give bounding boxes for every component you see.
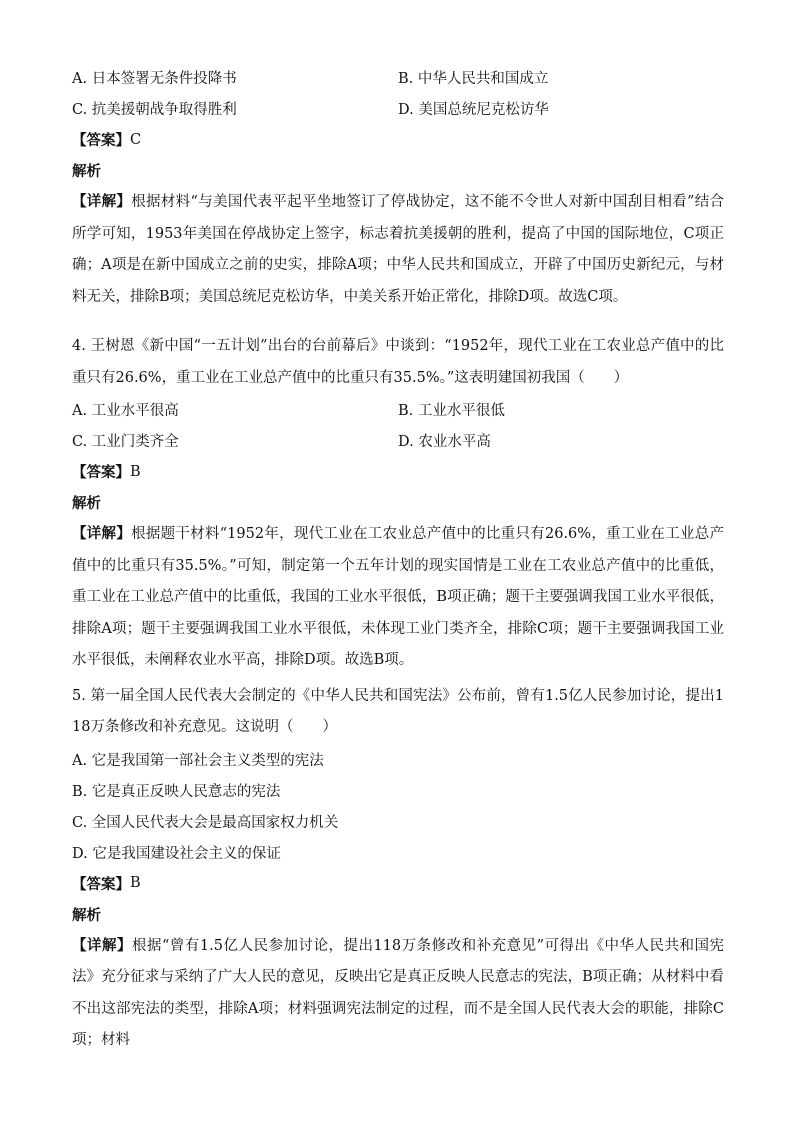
q3-detail-text: 根据材料“与美国代表平起平坐地签订了停战协定，这不能不令世人对新中国刮目相看”结合所学可知，1953年美国在停战协定上签字，标志着抗美援朝的胜利，提高了中国的国际地位，C项正确；A项是在新中国成立之前的史实，排除A项；中华人民共和国成立，开辟了中国历史新纪元，与材料无关，排除B项；美国总统尼克松访华，中美关系开始正常化，排除D项。故选C项。 (72, 194, 725, 305)
q4-options-row-2 (72, 425, 724, 456)
q4-answer (72, 456, 724, 487)
q3-option-a: A. 日本签署无条件投降书 (72, 71, 237, 87)
q3-option-d: D. 美国总统尼克松访华 (398, 102, 549, 118)
q5-stem: 5. 第一届全国人民代表大会制定的《中华人民共和国宪法》公布前，曾有1.5亿人民参加讨论，提出118万条修改和补充意见。这说明（ ） (72, 687, 724, 735)
q5-answer-label: 【答案】 (72, 875, 130, 893)
q3-options-row-1 (72, 62, 724, 93)
q5-analysis-heading: 解析 (72, 906, 101, 924)
document-page (72, 62, 724, 1057)
q4-answer-value: B (130, 463, 141, 480)
q3-answer (72, 124, 724, 155)
q5-option-c: C. 全国人民代表大会是最高国家权力机关 (72, 814, 339, 831)
q3-analysis-heading: 解析 (72, 163, 101, 180)
q4-analysis-heading: 解析 (72, 495, 101, 512)
q4-detail-label: 【详解】 (72, 525, 132, 542)
q4-option-c: C. 工业门类齐全 (72, 434, 179, 450)
q4-detail-text: 根据题干材料“1952年，现代工业在工农业总产值中的比重只有26.6%，重工业在工业总产值中的比重只有35.5%。”可知，制定第一个五年计划的现实国情是工业在工农业总产值中的比重低，重工业在工业总产值中的比重低，我国的工业水平很低，B项正确；题干主要强调我国工业水平很低，排除A项；题干主要强调我国工业水平很低，未体现工业门类齐全，排除C项；题干主要强调我国工业水平很低，未阐释农业水平高，排除D项。故选B项。 (72, 526, 725, 668)
q3-detail (72, 186, 724, 313)
q5-option-d: D. 它是我国建设社会主义的保证 (72, 845, 281, 862)
q5-detail (72, 930, 724, 1057)
q5-option-b: B. 它是真正反映人民意志的宪法 (72, 783, 281, 800)
q5-answer (72, 868, 724, 899)
q3-options-row-2 (72, 93, 724, 124)
q4-option-b: B. 工业水平很低 (398, 403, 505, 419)
q4-options-row-1 (72, 394, 724, 425)
q4-option-d: D. 农业水平高 (398, 434, 491, 450)
q4-detail (72, 518, 724, 677)
q5-answer-value: B (130, 875, 141, 891)
q3-detail-label: 【详解】 (72, 193, 132, 210)
q5-detail-label: 【详解】 (72, 936, 132, 954)
q4-stem: 4. 王树恩《新中国“一五计划”出台的台前幕后》中谈到：“1952年，现代工业在工农业总产值中的比重只有26.6%，重工业在工业总产值中的比重只有35.5%。”这表明建国初我国（ ） (72, 338, 724, 386)
q4-option-a: A. 工业水平很高 (72, 403, 179, 419)
q3-answer-label: 【答案】 (72, 132, 130, 149)
q3-option-c: C. 抗美援朝战争取得胜利 (72, 102, 237, 118)
q5-option-a: A. 它是我国第一部社会主义类型的宪法 (72, 752, 324, 769)
q3-answer-value: C (130, 131, 142, 148)
q4-answer-label: 【答案】 (72, 464, 130, 481)
q3-option-b: B. 中华人民共和国成立 (398, 71, 549, 87)
q5-detail-text: 根据“曾有1.5亿人民参加讨论，提出118万条修改和补充意见”可得出《中华人民共和国宪法》充分征求与采纳了广大人民的意见，反映出它是真正反映人民意志的宪法，B项正确；从材料中看不出这部宪法的类型，排除A项；材料强调宪法制定的过程，而不是全国人民代表大会的职能，排除C项；材料 (72, 937, 725, 1048)
